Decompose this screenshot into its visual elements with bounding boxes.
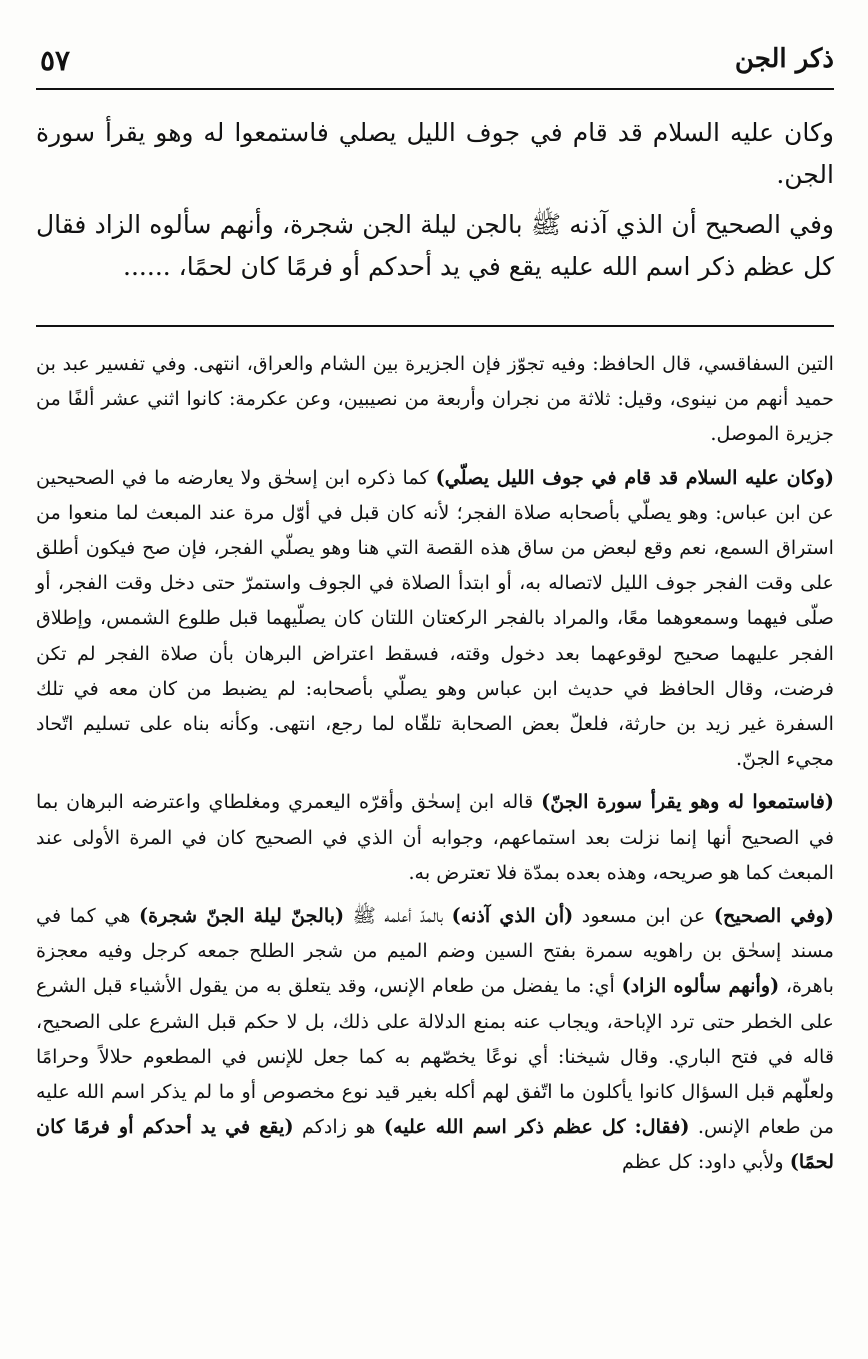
commentary-quote: (يقع في يد أحدكم أو فرمًا كان لحمًا) [36, 1115, 834, 1174]
section-divider [36, 325, 834, 327]
commentary [36, 346, 834, 1188]
commentary-paragraph-3 [36, 784, 834, 890]
commentary-text: بالمدّ أعلمه ﷺ [344, 904, 452, 928]
commentary-quote: (أن الذي آذنه) [451, 904, 574, 928]
commentary-quote: (وفي الصحيح) [713, 904, 834, 928]
page-number: ٥٧ [40, 44, 71, 77]
commentary-text: كما ذكره ابن إسحٰق ولا يعارضه ما في الصحيحين عن ابن عباس: وهو يصلّي بأصحابه صلاة الفجر؛ لأنه كان قبل في أوّل مرة عند المبعث لما منعوا من استراق السمع، نعم وقع لبعض من ساق هذه القصة التي هنا وهو يصلّي الفجر، فإن صح فيكون أطلق على وقت الفجر جوف الليل لاتصاله به، أو ابتدأ الصلاة في الجوف واستمرّ حتى دخل وقت الفجر، أو صلّى فيهما وسمعوهما معًا، والمراد بالفجر الركعتان اللتان كان يصلّيهما قبل طلوع الشمس، وإطلاق الفجر عليهما صحيح لوقوعهما بعد دخول وقته، فسقط اعتراض البرهان بأن صلاة الفجر لم تكن فرضت، وقال الحافظ في حديث ابن عباس وهو يصلّي بأصحابه: لم يضبط من كان معه في تلك السفرة غير زيد بن حارثة، فلعلّ بعض الصحابة تلقّاه لما رجع، انتهى. وكأنه بناه على تسليم اتّحاد مجيء الجنّ. [36, 465, 834, 771]
commentary-quote: (بالجنّ ليلة الجنّ شجرة) [139, 904, 345, 928]
main-paragraph-1: وكان عليه السلام قد قام في جوف الليل يصلي فاستمعوا له وهو يقرأ سورة الجن. [36, 118, 834, 189]
commentary-paragraph-2 [36, 460, 834, 777]
commentary-text: هو زادكم [293, 1115, 384, 1139]
commentary-text: قاله ابن إسحٰق وأقرّه اليعمري ومغلطاي واعترضه البرهان بما في الصحيح أنها إنما نزلت بعد استماعهم، وجوابه أن الذي في الصحيح كان في المرة الأولى عند المبعث كما هو صريحه، وهذه بعده بمدّة فلا تعترض به. [36, 790, 834, 884]
commentary-text: هي كما في مسند إسحٰق بن راهويه سمرة بفتح السين وضم الميم من شجر الطلح جمعه كرجل وفيه معجزة باهرة، [36, 904, 834, 998]
commentary-quote: (وكان عليه السلام قد قام في جوف الليل يصلّي) [435, 465, 834, 489]
main-text [36, 112, 834, 294]
commentary-paragraph-4 [36, 898, 834, 1180]
commentary-quote: (فاستمعوا له وهو يقرأ سورة الجنّ) [541, 790, 834, 814]
commentary-text: ولأبي داود: كل عظم [622, 1150, 790, 1174]
commentary-text: أي: ما يفضل من طعام الإنس، وقد يتعلق به من يقول الأشياء قبل الشرع على الخطر حتى ترد الإباحة، ويجاب عنه بمنع الدلالة على ذلك، بل لا حكم قبل الشرع على الصحيح، قاله في فتح الباري. وقال شيخنا: أي نوعًا يخصّهم به كما جعل للإنس في المطعوم حلالاً وحرامًا ولعلّهم قبل السؤال كانوا يأكلون ما اتّفق لهم أكله بغير قيد نوع مخصوص أو ما لم يذكر اسم الله عليه من طعام الإنس. [36, 974, 834, 1139]
main-paragraph-2: وفي الصحيح أن الذي آذنه ﷺ بالجن ليلة الجن شجرة، وأنهم سألوه الزاد فقال كل عظم ذكر اسم الله عليه يقع في يد أحدكم أو فرمًا كان لحمًا، ...... [36, 210, 834, 281]
commentary-text: عن ابن مسعود [573, 904, 714, 928]
commentary-quote: (فقال: كل عظم ذكر اسم الله عليه) [383, 1115, 690, 1139]
commentary-paragraph-1: التين السفاقسي، قال الحافظ: وفيه تجوّز فإن الجزيرة بين الشام والعراق، انتهى. وفي تفسير عبد بن حميد أنهم من نينوى، وقيل: ثلاثة من نجران وأربعة من نصيبين، وعن عكرمة: كانوا اثني عشر ألفًا من جزيرة الموصل. [36, 352, 834, 446]
running-title: ذكر الجن [734, 44, 834, 74]
commentary-quote: (وأنهم سألوه الزاد) [621, 974, 780, 998]
page-header [36, 44, 834, 90]
